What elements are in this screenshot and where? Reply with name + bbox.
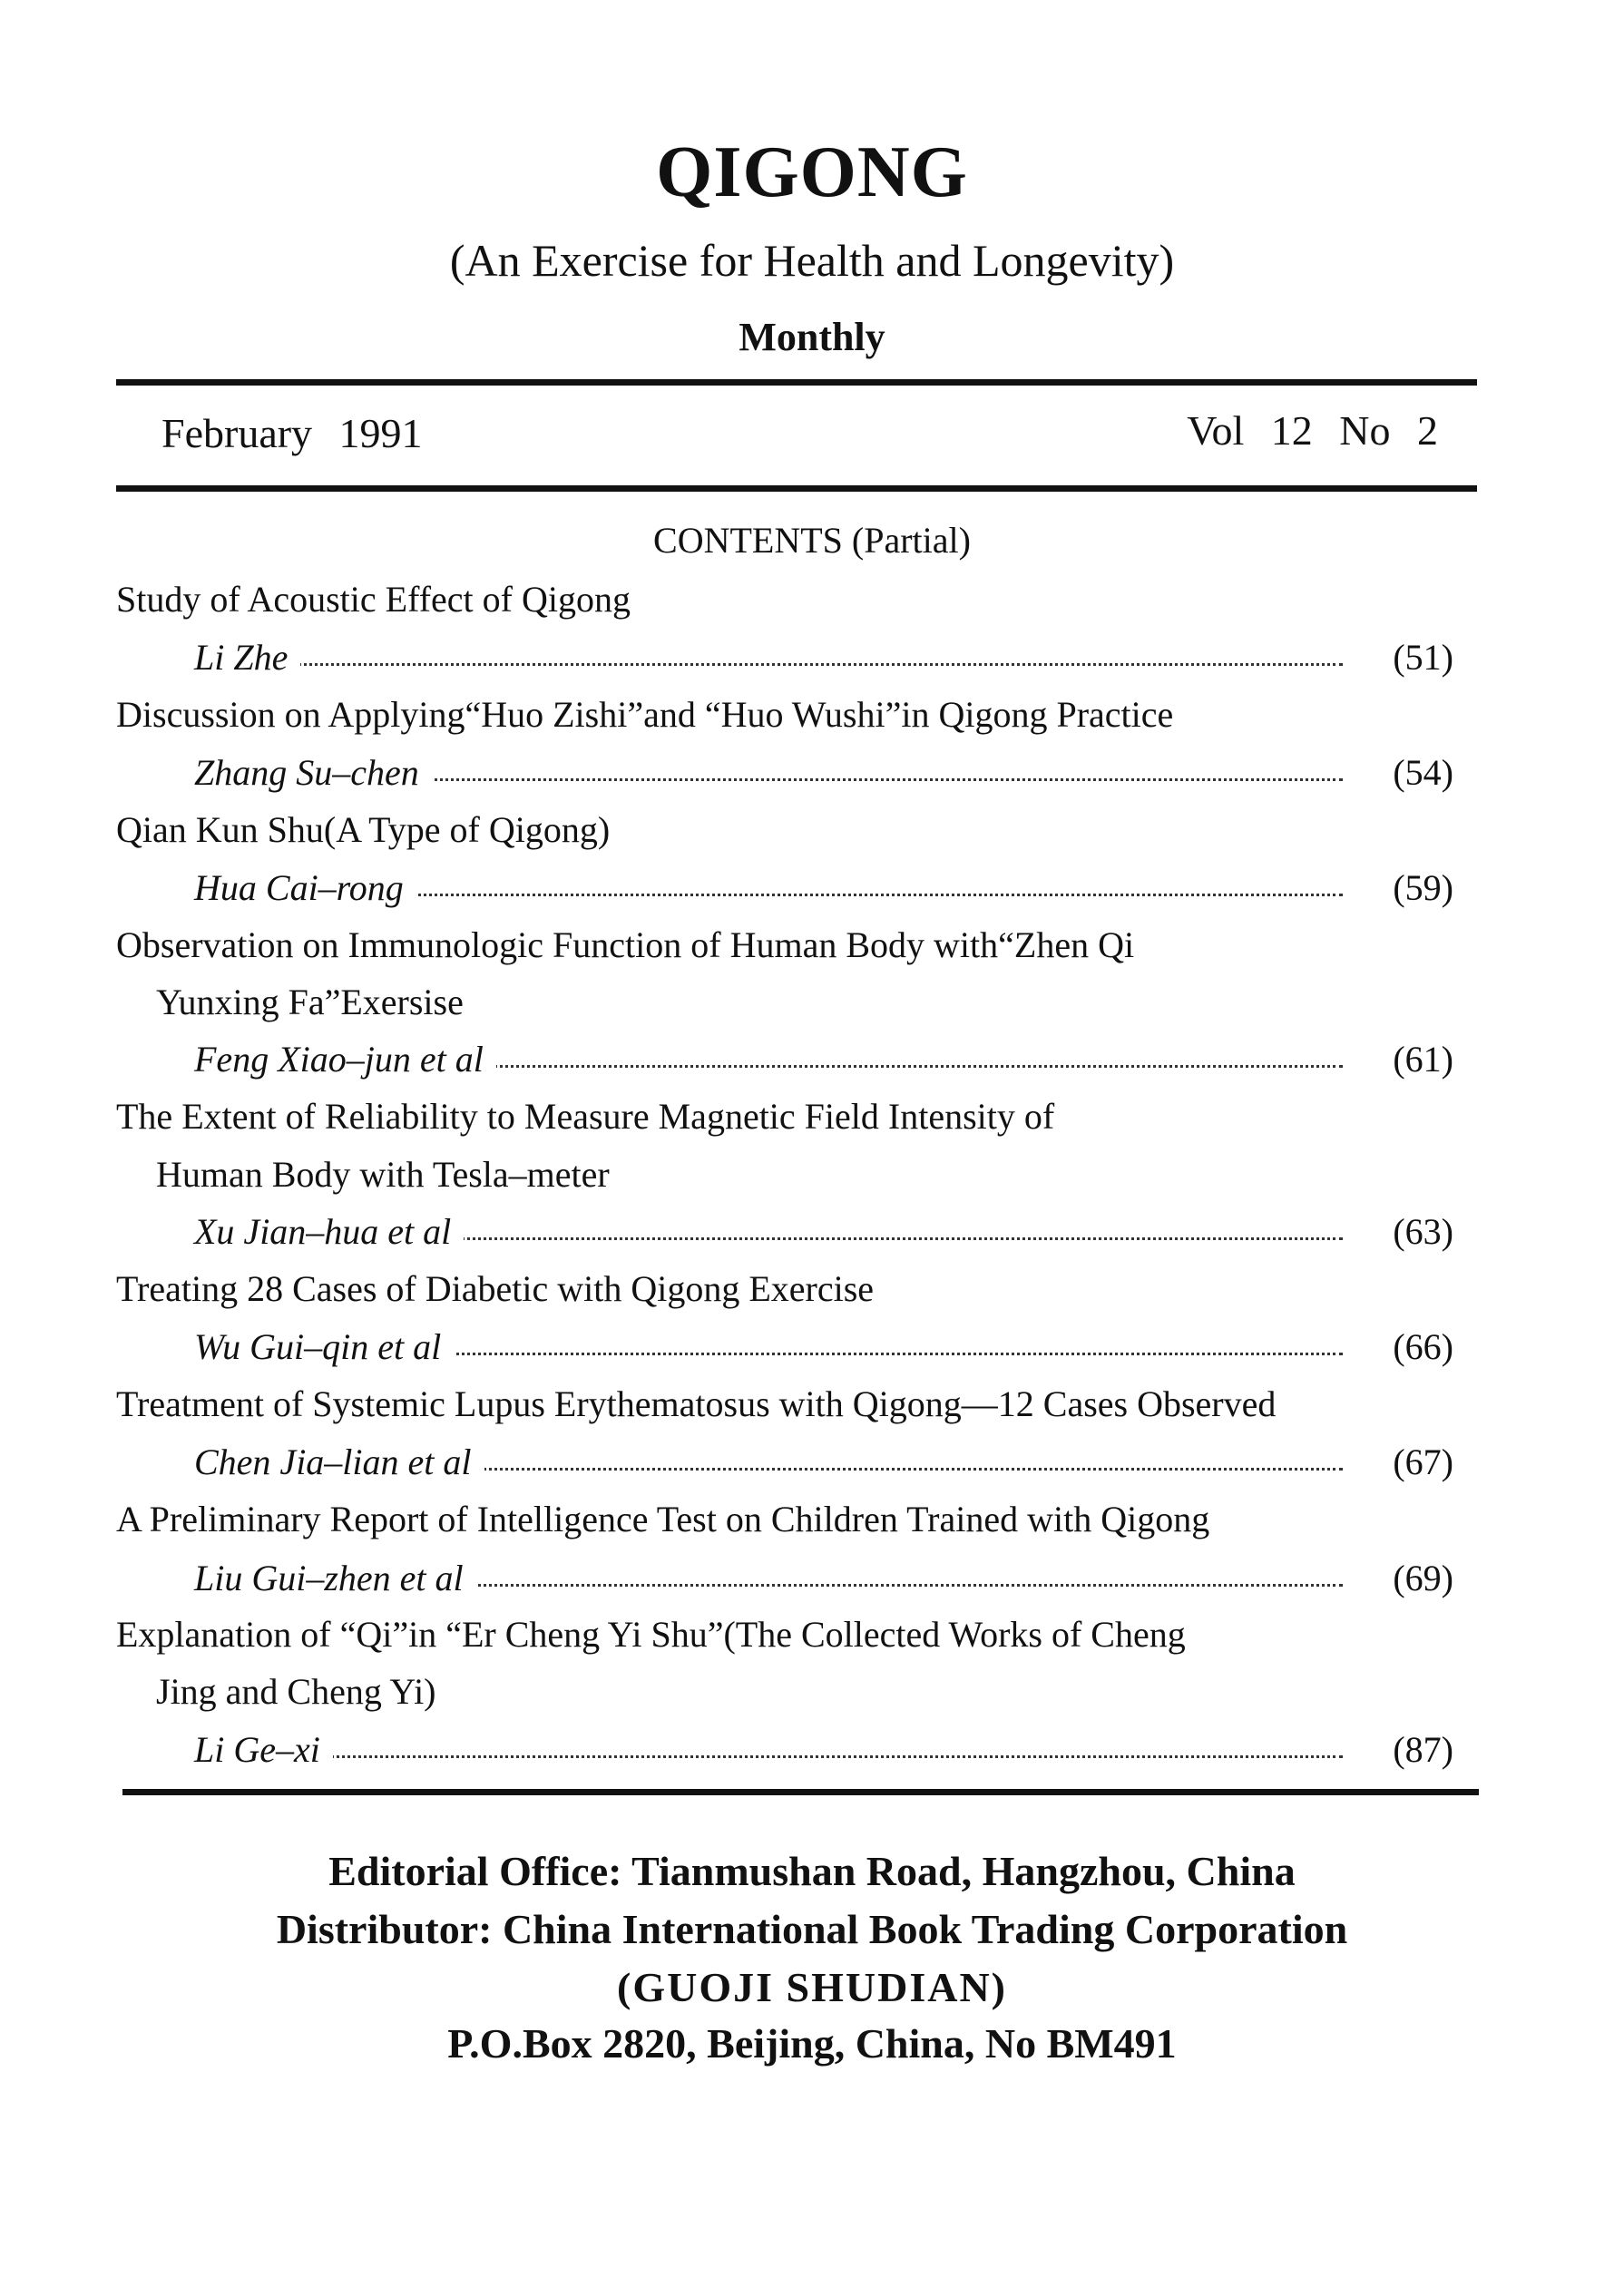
distributor-name: China International Book Trading Corporation bbox=[502, 1906, 1348, 1952]
toc-entry-author-row bbox=[0, 1729, 1624, 1772]
toc-entry-author-row bbox=[0, 1441, 1624, 1484]
publication-frequency: Monthly bbox=[739, 315, 885, 359]
dot-leader bbox=[194, 1755, 1343, 1758]
dot-leader bbox=[194, 663, 1343, 666]
toc-entry-title: Qian Kun Shu(A Type of Qigong) bbox=[116, 809, 611, 850]
toc-entry-page: (54) bbox=[1393, 752, 1453, 793]
toc-entry-page: (67) bbox=[1393, 1441, 1453, 1482]
toc-entry-page: (59) bbox=[1393, 867, 1453, 908]
toc-entry-title: A Preliminary Report of Intelligence Test on Children Trained with Qigong bbox=[116, 1499, 1210, 1539]
toc-entry-title: Discussion on Applying“Huo Zishi”and “Huo Wushi”in Qigong Practice bbox=[116, 694, 1174, 735]
issue-date: February 1991 bbox=[161, 410, 423, 456]
toc-entry-title: Observation on Immunologic Function of Human Body with“Zhen Qi bbox=[116, 924, 1135, 965]
toc-entry-page: (51) bbox=[1393, 637, 1453, 678]
toc-entry-title-continued: Jing and Cheng Yi) bbox=[156, 1671, 436, 1712]
distributor-label: Distributor: bbox=[276, 1906, 493, 1952]
toc-entry-author-row bbox=[0, 867, 1624, 910]
toc-entry-author-row bbox=[0, 1560, 1624, 1600]
toc-entry-title: Explanation of “Qi”in “Er Cheng Yi Shu”(The Collected Works of Cheng bbox=[116, 1614, 1186, 1655]
editorial-office-address: Tianmushan Road, Hangzhou, China bbox=[631, 1848, 1296, 1894]
toc-entry-title: The Extent of Reliability to Measure Magnetic Field Intensity of bbox=[116, 1096, 1055, 1137]
toc-entry-author: Li Zhe bbox=[194, 640, 300, 676]
contents-heading: CONTENTS (Partial) bbox=[653, 520, 971, 561]
volume-number: Vol 12 No 2 bbox=[1187, 407, 1438, 454]
toc-entry-author-row bbox=[0, 1041, 1624, 1081]
toc-entry-author: Liu Gui–zhen et al bbox=[194, 1560, 476, 1597]
toc-entry-page: (87) bbox=[1393, 1729, 1453, 1770]
journal-subtitle: (An Exercise for Health and Longevity) bbox=[449, 235, 1175, 286]
toc-entry-page: (61) bbox=[1393, 1039, 1453, 1080]
toc-entry-title-continued: Human Body with Tesla–meter bbox=[156, 1154, 610, 1195]
toc-entry-page: (66) bbox=[1393, 1326, 1453, 1367]
toc-entry-author: Hua Cai–rong bbox=[194, 870, 416, 906]
toc-entry-author: Xu Jian–hua et al bbox=[194, 1214, 464, 1250]
toc-entry-page: (63) bbox=[1393, 1211, 1453, 1252]
toc-entry-author: Wu Gui–qin et al bbox=[194, 1329, 454, 1365]
toc-entry-page: (69) bbox=[1393, 1558, 1453, 1598]
toc-entry-author: Feng Xiao–jun et al bbox=[194, 1041, 496, 1078]
distributor-line bbox=[0, 1906, 1624, 1952]
distributor-alias: (GUOJI SHUDIAN) bbox=[617, 1964, 1007, 2010]
toc-entry-title: Treatment of Systemic Lupus Erythematosus with Qigong—12 Cases Observed bbox=[116, 1383, 1277, 1424]
footer-divider bbox=[122, 1789, 1479, 1795]
postal-address: P.O.Box 2820, Beijing, China, No BM491 bbox=[447, 2020, 1177, 2067]
editorial-office-line bbox=[0, 1848, 1624, 1894]
toc-entry-author-row bbox=[0, 637, 1624, 679]
editorial-office-label: Editorial Office: bbox=[328, 1848, 622, 1894]
toc-entry-title: Treating 28 Cases of Diabetic with Qigong Exercise bbox=[116, 1268, 875, 1309]
toc-entry-author-row bbox=[0, 1326, 1624, 1369]
journal-title: QIGONG bbox=[656, 132, 968, 212]
toc-entry-title-continued: Yunxing Fa”Exersise bbox=[156, 982, 464, 1022]
toc-entry-author: Li Ge–xi bbox=[194, 1732, 333, 1768]
toc-entry-author-row bbox=[0, 1211, 1624, 1254]
toc-entry-author-row bbox=[0, 752, 1624, 795]
toc-entry-author: Chen Jia–lian et al bbox=[194, 1444, 484, 1481]
toc-entry-title: Study of Acoustic Effect of Qigong bbox=[116, 579, 631, 620]
toc-entry-author: Zhang Su–chen bbox=[194, 755, 432, 791]
